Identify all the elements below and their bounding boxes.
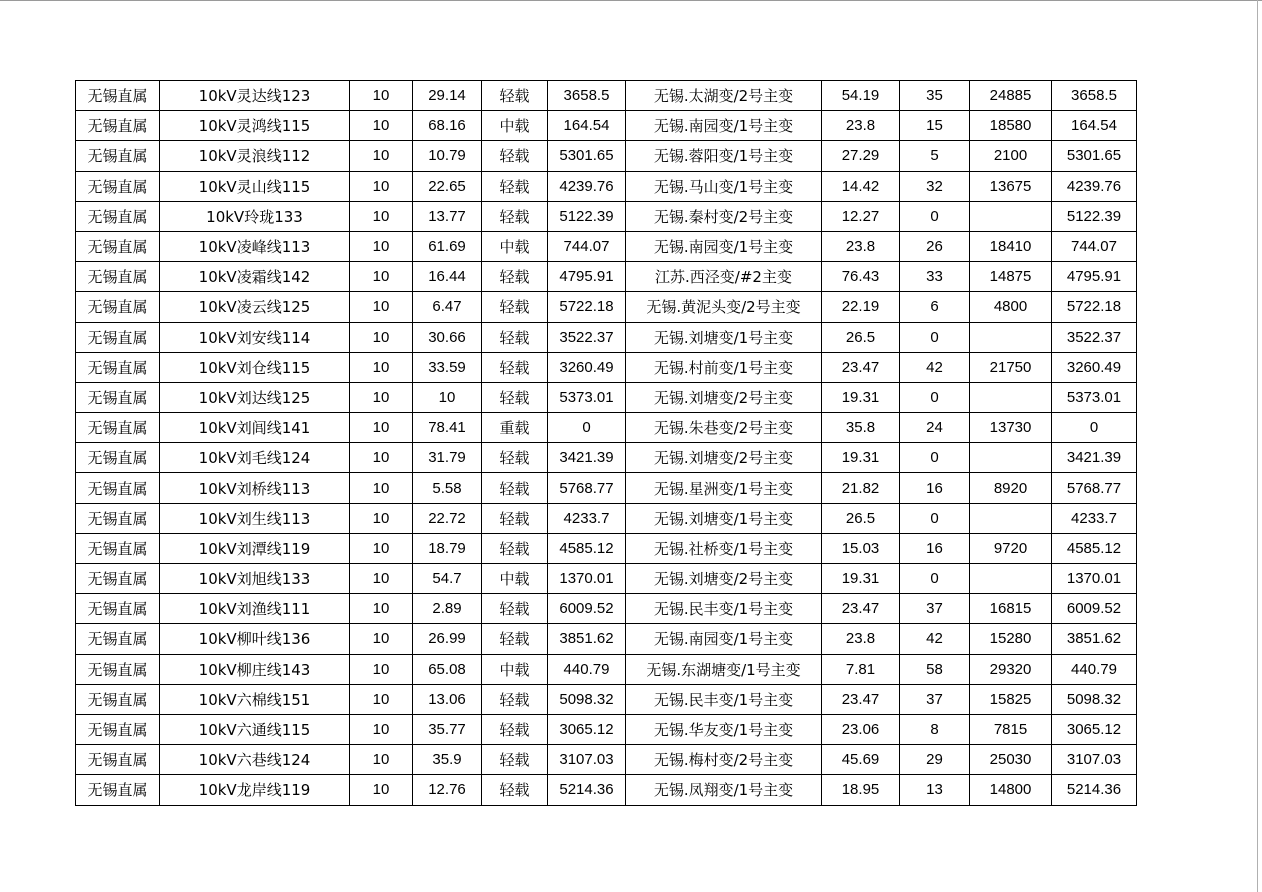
feeder-name-cell: 10kV灵鸿线115 (160, 111, 350, 141)
connected-capacity-cell (970, 443, 1052, 473)
table-row (76, 564, 1137, 594)
page-right-border (1257, 0, 1258, 892)
load-rate-cell: 54.7 (413, 564, 482, 594)
load-status-cell: 中载 (482, 231, 548, 261)
table-row (76, 684, 1137, 714)
company-cell: 无锡直属 (76, 564, 160, 594)
feeder-name-cell: 10kV刘桥线113 (160, 473, 350, 503)
table-row (76, 654, 1137, 684)
company-cell: 无锡直属 (76, 594, 160, 624)
available-capacity-cell: 5301.65 (548, 141, 626, 171)
available-capacity-cell: 4585.12 (548, 533, 626, 563)
table-row (76, 745, 1137, 775)
feeder-name-cell: 10kV刘安线114 (160, 322, 350, 352)
transformer-cell: 无锡.民丰变/1号主变 (626, 594, 822, 624)
transformer-load-rate-cell: 19.31 (822, 443, 900, 473)
transformer-cell: 无锡.华友变/1号主变 (626, 714, 822, 744)
available-capacity-cell: 5722.18 (548, 292, 626, 322)
transformer-load-rate-cell: 23.47 (822, 684, 900, 714)
company-cell: 无锡直属 (76, 292, 160, 322)
connection-count-cell: 0 (900, 443, 970, 473)
company-cell: 无锡直属 (76, 624, 160, 654)
transformer-cell: 无锡.蓉阳变/1号主变 (626, 141, 822, 171)
voltage-cell: 10 (350, 382, 413, 412)
available-capacity-cell: 5098.32 (548, 684, 626, 714)
load-status-cell: 轻载 (482, 262, 548, 292)
connection-count-cell: 6 (900, 292, 970, 322)
transformer-cell: 无锡.南园变/1号主变 (626, 111, 822, 141)
connected-capacity-cell (970, 564, 1052, 594)
load-rate-cell: 33.59 (413, 352, 482, 382)
load-rate-cell: 13.06 (413, 684, 482, 714)
remaining-capacity-cell: 4795.91 (1052, 262, 1137, 292)
connected-capacity-cell: 16815 (970, 594, 1052, 624)
company-cell: 无锡直属 (76, 443, 160, 473)
transformer-load-rate-cell: 23.8 (822, 111, 900, 141)
transformer-cell: 无锡.秦村变/2号主变 (626, 201, 822, 231)
remaining-capacity-cell: 6009.52 (1052, 594, 1137, 624)
connected-capacity-cell: 15825 (970, 684, 1052, 714)
feeder-name-cell: 10kV玲珑133 (160, 201, 350, 231)
load-status-cell: 轻载 (482, 745, 548, 775)
load-rate-cell: 68.16 (413, 111, 482, 141)
voltage-cell: 10 (350, 262, 413, 292)
transformer-load-rate-cell: 23.47 (822, 352, 900, 382)
load-status-cell: 轻载 (482, 714, 548, 744)
load-rate-cell: 10 (413, 382, 482, 412)
transformer-load-rate-cell: 23.8 (822, 624, 900, 654)
table-body (76, 81, 1137, 806)
load-status-cell: 轻载 (482, 352, 548, 382)
voltage-cell: 10 (350, 654, 413, 684)
remaining-capacity-cell: 5722.18 (1052, 292, 1137, 322)
connected-capacity-cell: 29320 (970, 654, 1052, 684)
feeder-name-cell: 10kV柳庄线143 (160, 654, 350, 684)
transformer-cell: 无锡.凤翔变/1号主变 (626, 775, 822, 805)
transformer-cell: 无锡.社桥变/1号主变 (626, 533, 822, 563)
transformer-load-rate-cell: 76.43 (822, 262, 900, 292)
remaining-capacity-cell: 164.54 (1052, 111, 1137, 141)
company-cell: 无锡直属 (76, 81, 160, 111)
company-cell: 无锡直属 (76, 533, 160, 563)
table-row (76, 231, 1137, 261)
remaining-capacity-cell: 3421.39 (1052, 443, 1137, 473)
load-status-cell: 中载 (482, 654, 548, 684)
available-capacity-cell: 5122.39 (548, 201, 626, 231)
connection-count-cell: 29 (900, 745, 970, 775)
table-row (76, 382, 1137, 412)
voltage-cell: 10 (350, 322, 413, 352)
voltage-cell: 10 (350, 443, 413, 473)
transformer-load-rate-cell: 19.31 (822, 382, 900, 412)
load-rate-cell: 22.72 (413, 503, 482, 533)
transformer-load-rate-cell: 15.03 (822, 533, 900, 563)
table-row (76, 262, 1137, 292)
feeder-name-cell: 10kV刘达线125 (160, 382, 350, 412)
transformer-load-rate-cell: 23.8 (822, 231, 900, 261)
connection-count-cell: 42 (900, 624, 970, 654)
connection-count-cell: 42 (900, 352, 970, 382)
transformer-cell: 无锡.刘塘变/1号主变 (626, 322, 822, 352)
load-rate-cell: 29.14 (413, 81, 482, 111)
load-status-cell: 轻载 (482, 503, 548, 533)
connected-capacity-cell: 14800 (970, 775, 1052, 805)
connection-count-cell: 35 (900, 81, 970, 111)
company-cell: 无锡直属 (76, 413, 160, 443)
table-row (76, 141, 1137, 171)
load-rate-cell: 26.99 (413, 624, 482, 654)
feeder-name-cell: 10kV六巷线124 (160, 745, 350, 775)
connection-count-cell: 24 (900, 413, 970, 443)
voltage-cell: 10 (350, 292, 413, 322)
connection-count-cell: 33 (900, 262, 970, 292)
voltage-cell: 10 (350, 231, 413, 261)
remaining-capacity-cell: 4239.76 (1052, 171, 1137, 201)
load-status-cell: 轻载 (482, 684, 548, 714)
load-status-cell: 轻载 (482, 201, 548, 231)
feeder-name-cell: 10kV柳叶线136 (160, 624, 350, 654)
voltage-cell: 10 (350, 775, 413, 805)
voltage-cell: 10 (350, 352, 413, 382)
connection-count-cell: 0 (900, 564, 970, 594)
remaining-capacity-cell: 440.79 (1052, 654, 1137, 684)
transformer-load-rate-cell: 12.27 (822, 201, 900, 231)
company-cell: 无锡直属 (76, 322, 160, 352)
available-capacity-cell: 164.54 (548, 111, 626, 141)
connected-capacity-cell (970, 322, 1052, 352)
remaining-capacity-cell: 5373.01 (1052, 382, 1137, 412)
connection-count-cell: 15 (900, 111, 970, 141)
load-rate-cell: 61.69 (413, 231, 482, 261)
transformer-cell: 无锡.东湖塘变/1号主变 (626, 654, 822, 684)
available-capacity-cell: 3065.12 (548, 714, 626, 744)
voltage-cell: 10 (350, 594, 413, 624)
remaining-capacity-cell: 5768.77 (1052, 473, 1137, 503)
company-cell: 无锡直属 (76, 201, 160, 231)
company-cell: 无锡直属 (76, 171, 160, 201)
load-status-cell: 中载 (482, 111, 548, 141)
table-row (76, 81, 1137, 111)
load-status-cell: 轻载 (482, 81, 548, 111)
load-rate-cell: 35.77 (413, 714, 482, 744)
load-rate-cell: 78.41 (413, 413, 482, 443)
connection-count-cell: 32 (900, 171, 970, 201)
remaining-capacity-cell: 4233.7 (1052, 503, 1137, 533)
available-capacity-cell: 3421.39 (548, 443, 626, 473)
transformer-cell: 无锡.刘塘变/1号主变 (626, 503, 822, 533)
transformer-load-rate-cell: 21.82 (822, 473, 900, 503)
feeder-name-cell: 10kV刘闾线141 (160, 413, 350, 443)
connected-capacity-cell: 7815 (970, 714, 1052, 744)
connected-capacity-cell: 18580 (970, 111, 1052, 141)
transformer-cell: 无锡.民丰变/1号主变 (626, 684, 822, 714)
connected-capacity-cell (970, 503, 1052, 533)
load-rate-cell: 65.08 (413, 654, 482, 684)
transformer-load-rate-cell: 18.95 (822, 775, 900, 805)
connected-capacity-cell: 13675 (970, 171, 1052, 201)
voltage-cell: 10 (350, 473, 413, 503)
available-capacity-cell: 440.79 (548, 654, 626, 684)
table-row (76, 413, 1137, 443)
table-row (76, 352, 1137, 382)
available-capacity-cell: 3107.03 (548, 745, 626, 775)
connection-count-cell: 16 (900, 473, 970, 503)
feeder-name-cell: 10kV灵达线123 (160, 81, 350, 111)
transformer-cell: 无锡.刘塘变/2号主变 (626, 564, 822, 594)
load-status-cell: 轻载 (482, 624, 548, 654)
remaining-capacity-cell: 3658.5 (1052, 81, 1137, 111)
remaining-capacity-cell: 5122.39 (1052, 201, 1137, 231)
available-capacity-cell: 4239.76 (548, 171, 626, 201)
transformer-cell: 无锡.梅村变/2号主变 (626, 745, 822, 775)
load-rate-cell: 6.47 (413, 292, 482, 322)
company-cell: 无锡直属 (76, 141, 160, 171)
connected-capacity-cell: 14875 (970, 262, 1052, 292)
table-row (76, 533, 1137, 563)
feeder-name-cell: 10kV凌峰线113 (160, 231, 350, 261)
company-cell: 无锡直属 (76, 503, 160, 533)
voltage-cell: 10 (350, 141, 413, 171)
remaining-capacity-cell: 3851.62 (1052, 624, 1137, 654)
connection-count-cell: 37 (900, 594, 970, 624)
voltage-cell: 10 (350, 111, 413, 141)
transformer-cell: 无锡.刘塘变/2号主变 (626, 443, 822, 473)
feeder-name-cell: 10kV六通线115 (160, 714, 350, 744)
company-cell: 无锡直属 (76, 714, 160, 744)
load-status-cell: 轻载 (482, 594, 548, 624)
transformer-cell: 无锡.南园变/1号主变 (626, 624, 822, 654)
load-rate-cell: 18.79 (413, 533, 482, 563)
transformer-load-rate-cell: 27.29 (822, 141, 900, 171)
company-cell: 无锡直属 (76, 382, 160, 412)
connected-capacity-cell: 15280 (970, 624, 1052, 654)
transformer-cell: 无锡.黄泥头变/2号主变 (626, 292, 822, 322)
voltage-cell: 10 (350, 564, 413, 594)
available-capacity-cell: 3260.49 (548, 352, 626, 382)
remaining-capacity-cell: 3065.12 (1052, 714, 1137, 744)
table-row (76, 171, 1137, 201)
connected-capacity-cell: 9720 (970, 533, 1052, 563)
transformer-cell: 无锡.南园变/1号主变 (626, 231, 822, 261)
connected-capacity-cell: 13730 (970, 413, 1052, 443)
table-row (76, 473, 1137, 503)
load-rate-cell: 35.9 (413, 745, 482, 775)
company-cell: 无锡直属 (76, 262, 160, 292)
connection-count-cell: 0 (900, 322, 970, 352)
transformer-load-rate-cell: 35.8 (822, 413, 900, 443)
connection-count-cell: 16 (900, 533, 970, 563)
connection-count-cell: 8 (900, 714, 970, 744)
company-cell: 无锡直属 (76, 745, 160, 775)
voltage-cell: 10 (350, 684, 413, 714)
transformer-load-rate-cell: 26.5 (822, 503, 900, 533)
connected-capacity-cell: 24885 (970, 81, 1052, 111)
transformer-load-rate-cell: 23.06 (822, 714, 900, 744)
load-status-cell: 轻载 (482, 322, 548, 352)
feeder-name-cell: 10kV刘仓线115 (160, 352, 350, 382)
feeder-name-cell: 10kV龙岸线119 (160, 775, 350, 805)
table-row (76, 503, 1137, 533)
transformer-load-rate-cell: 23.47 (822, 594, 900, 624)
transformer-load-rate-cell: 22.19 (822, 292, 900, 322)
available-capacity-cell: 5768.77 (548, 473, 626, 503)
transformer-load-rate-cell: 45.69 (822, 745, 900, 775)
available-capacity-cell: 5373.01 (548, 382, 626, 412)
table-row (76, 443, 1137, 473)
table-row (76, 322, 1137, 352)
remaining-capacity-cell: 4585.12 (1052, 533, 1137, 563)
load-rate-cell: 13.77 (413, 201, 482, 231)
remaining-capacity-cell: 5301.65 (1052, 141, 1137, 171)
available-capacity-cell: 744.07 (548, 231, 626, 261)
load-status-cell: 重载 (482, 413, 548, 443)
load-rate-cell: 5.58 (413, 473, 482, 503)
transformer-cell: 无锡.星洲变/1号主变 (626, 473, 822, 503)
company-cell: 无锡直属 (76, 352, 160, 382)
available-capacity-cell: 5214.36 (548, 775, 626, 805)
voltage-cell: 10 (350, 714, 413, 744)
feeder-name-cell: 10kV刘潭线119 (160, 533, 350, 563)
voltage-cell: 10 (350, 201, 413, 231)
table-row (76, 624, 1137, 654)
company-cell: 无锡直属 (76, 775, 160, 805)
connection-count-cell: 58 (900, 654, 970, 684)
connected-capacity-cell: 25030 (970, 745, 1052, 775)
connection-count-cell: 0 (900, 382, 970, 412)
load-rate-cell: 30.66 (413, 322, 482, 352)
available-capacity-cell: 1370.01 (548, 564, 626, 594)
load-rate-cell: 12.76 (413, 775, 482, 805)
load-status-cell: 轻载 (482, 443, 548, 473)
remaining-capacity-cell: 3260.49 (1052, 352, 1137, 382)
table-row (76, 292, 1137, 322)
voltage-cell: 10 (350, 413, 413, 443)
transformer-load-rate-cell: 14.42 (822, 171, 900, 201)
load-rate-cell: 10.79 (413, 141, 482, 171)
transformer-cell: 无锡.村前变/1号主变 (626, 352, 822, 382)
load-status-cell: 轻载 (482, 171, 548, 201)
load-status-cell: 轻载 (482, 141, 548, 171)
remaining-capacity-cell: 5214.36 (1052, 775, 1137, 805)
remaining-capacity-cell: 3522.37 (1052, 322, 1137, 352)
transformer-load-rate-cell: 7.81 (822, 654, 900, 684)
table-row (76, 594, 1137, 624)
load-status-cell: 中载 (482, 564, 548, 594)
available-capacity-cell: 3851.62 (548, 624, 626, 654)
available-capacity-cell: 3658.5 (548, 81, 626, 111)
feeder-name-cell: 10kV六棉线151 (160, 684, 350, 714)
load-rate-cell: 16.44 (413, 262, 482, 292)
feeder-name-cell: 10kV灵山线115 (160, 171, 350, 201)
table-row (76, 201, 1137, 231)
available-capacity-cell: 3522.37 (548, 322, 626, 352)
feeder-name-cell: 10kV凌云线125 (160, 292, 350, 322)
connection-count-cell: 0 (900, 201, 970, 231)
connection-count-cell: 37 (900, 684, 970, 714)
remaining-capacity-cell: 3107.03 (1052, 745, 1137, 775)
feeder-name-cell: 10kV灵浪线112 (160, 141, 350, 171)
voltage-cell: 10 (350, 81, 413, 111)
transformer-cell: 江苏.西泾变/#2主变 (626, 262, 822, 292)
remaining-capacity-cell: 0 (1052, 413, 1137, 443)
transformer-cell: 无锡.马山变/1号主变 (626, 171, 822, 201)
voltage-cell: 10 (350, 624, 413, 654)
transformer-cell: 无锡.刘塘变/2号主变 (626, 382, 822, 412)
connection-count-cell: 26 (900, 231, 970, 261)
connected-capacity-cell: 18410 (970, 231, 1052, 261)
available-capacity-cell: 0 (548, 413, 626, 443)
remaining-capacity-cell: 1370.01 (1052, 564, 1137, 594)
transformer-cell: 无锡.朱巷变/2号主变 (626, 413, 822, 443)
connected-capacity-cell: 8920 (970, 473, 1052, 503)
feeder-name-cell: 10kV刘生线113 (160, 503, 350, 533)
connection-count-cell: 5 (900, 141, 970, 171)
voltage-cell: 10 (350, 533, 413, 563)
available-capacity-cell: 4233.7 (548, 503, 626, 533)
page-top-border (0, 0, 1262, 1)
table-row (76, 714, 1137, 744)
load-status-cell: 轻载 (482, 473, 548, 503)
table-row (76, 111, 1137, 141)
load-rate-cell: 22.65 (413, 171, 482, 201)
company-cell: 无锡直属 (76, 654, 160, 684)
remaining-capacity-cell: 5098.32 (1052, 684, 1137, 714)
connection-count-cell: 13 (900, 775, 970, 805)
load-status-cell: 轻载 (482, 533, 548, 563)
feeder-name-cell: 10kV刘渔线111 (160, 594, 350, 624)
remaining-capacity-cell: 744.07 (1052, 231, 1137, 261)
available-capacity-cell: 4795.91 (548, 262, 626, 292)
transformer-cell: 无锡.太湖变/2号主变 (626, 81, 822, 111)
connected-capacity-cell: 21750 (970, 352, 1052, 382)
company-cell: 无锡直属 (76, 111, 160, 141)
connected-capacity-cell (970, 382, 1052, 412)
company-cell: 无锡直属 (76, 473, 160, 503)
connected-capacity-cell: 4800 (970, 292, 1052, 322)
feeder-load-table (75, 80, 1137, 806)
load-status-cell: 轻载 (482, 382, 548, 412)
load-status-cell: 轻载 (482, 292, 548, 322)
transformer-load-rate-cell: 26.5 (822, 322, 900, 352)
connected-capacity-cell: 2100 (970, 141, 1052, 171)
voltage-cell: 10 (350, 503, 413, 533)
table-row (76, 775, 1137, 805)
company-cell: 无锡直属 (76, 684, 160, 714)
load-rate-cell: 2.89 (413, 594, 482, 624)
available-capacity-cell: 6009.52 (548, 594, 626, 624)
feeder-name-cell: 10kV刘毛线124 (160, 443, 350, 473)
feeder-name-cell: 10kV凌霜线142 (160, 262, 350, 292)
voltage-cell: 10 (350, 171, 413, 201)
load-rate-cell: 31.79 (413, 443, 482, 473)
connected-capacity-cell (970, 201, 1052, 231)
transformer-load-rate-cell: 19.31 (822, 564, 900, 594)
load-status-cell: 轻载 (482, 775, 548, 805)
voltage-cell: 10 (350, 745, 413, 775)
connection-count-cell: 0 (900, 503, 970, 533)
feeder-name-cell: 10kV刘旭线133 (160, 564, 350, 594)
company-cell: 无锡直属 (76, 231, 160, 261)
transformer-load-rate-cell: 54.19 (822, 81, 900, 111)
